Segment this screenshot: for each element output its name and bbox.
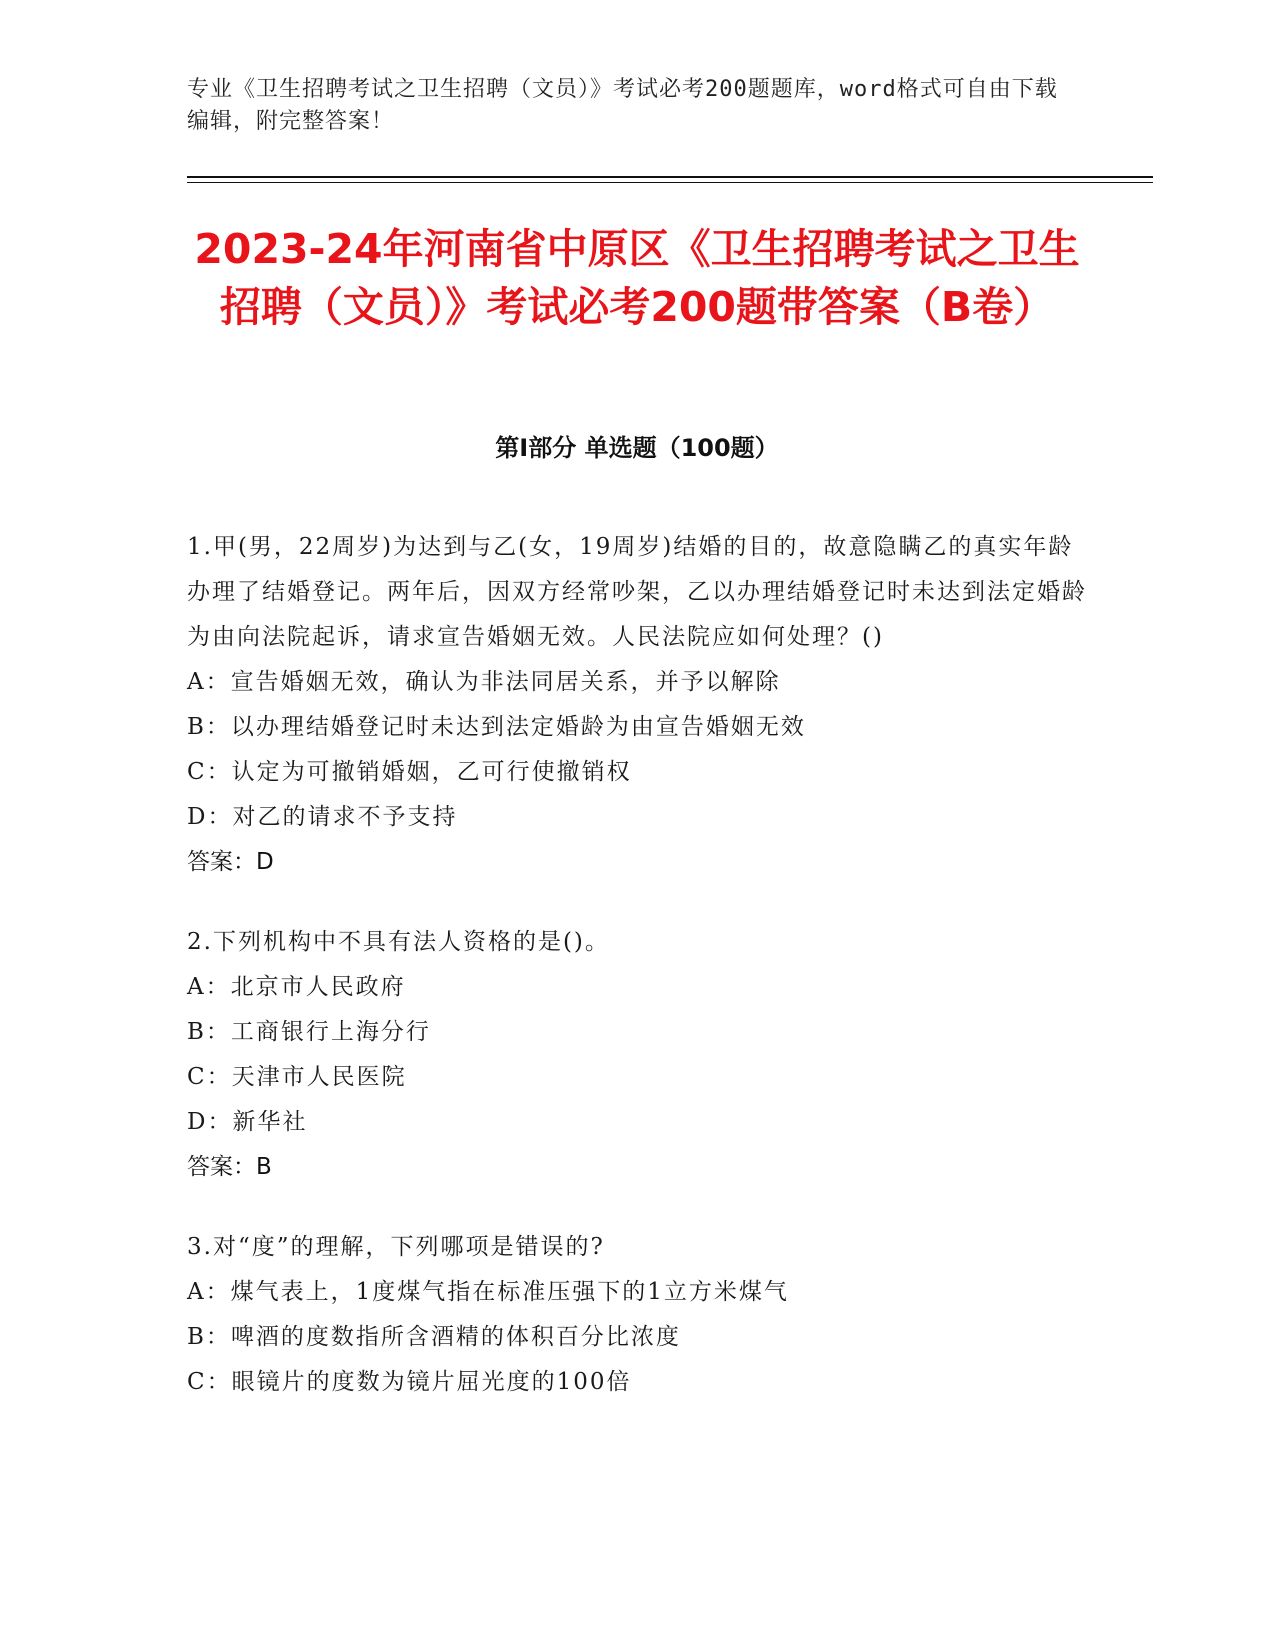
question-2 — [187, 920, 1087, 1190]
option-d: D：新华社 — [187, 1109, 308, 1135]
answer-label: 答案：D — [187, 849, 274, 875]
option-b: B：工商银行上海分行 — [187, 1019, 431, 1045]
question-text: 1.甲(男，22周岁)为达到与乙(女，19周岁)结婚的目的，故意隐瞒乙的真实年龄办理了结婚登记。两年后，因双方经常吵架，乙以办理结婚登记时未达到法定婚龄为由向法院起诉，请求宣告婚姻无效。人民法院应如何处理？() — [187, 534, 1087, 650]
option-a: A：煤气表上，1度煤气指在标准压强下的1立方米煤气 — [187, 1279, 789, 1305]
option-b: B：以办理结婚登记时未达到法定婚龄为由宣告婚姻无效 — [187, 714, 806, 740]
answer-label: 答案：B — [187, 1154, 272, 1180]
option-c: C：眼镜片的度数为镜片屈光度的100倍 — [187, 1369, 632, 1395]
option-a: A：宣告婚姻无效，确认为非法同居关系，并予以解除 — [187, 669, 781, 695]
question-list — [187, 525, 1087, 1440]
header-note: 专业《卫生招聘考试之卫生招聘（文员）》考试必考200题题库，word格式可自由下载编辑，附完整答案！ — [187, 77, 1058, 134]
option-c: C：认定为可撤销婚姻，乙可行使撤销权 — [187, 759, 632, 785]
header-divider-thin — [187, 182, 1153, 183]
section-title: 第I部分 单选题（100题） — [495, 434, 779, 462]
option-a: A：北京市人民政府 — [187, 974, 406, 1000]
header-divider-thick — [187, 176, 1153, 178]
question-text: 2.下列机构中不具有法人资格的是()。 — [187, 929, 610, 955]
question-3 — [187, 1225, 1087, 1405]
question-1 — [187, 525, 1087, 885]
option-b: B：啤酒的度数指所含酒精的体积百分比浓度 — [187, 1324, 681, 1350]
option-d: D：对乙的请求不予支持 — [187, 804, 458, 830]
question-text: 3.对“度”的理解，下列哪项是错误的? — [187, 1234, 605, 1260]
document-title: 2023-24年河南省中原区《卫生招聘考试之卫生招聘（文员）》考试必考200题带答案（B卷） — [194, 225, 1080, 331]
option-c: C：天津市人民医院 — [187, 1064, 407, 1090]
